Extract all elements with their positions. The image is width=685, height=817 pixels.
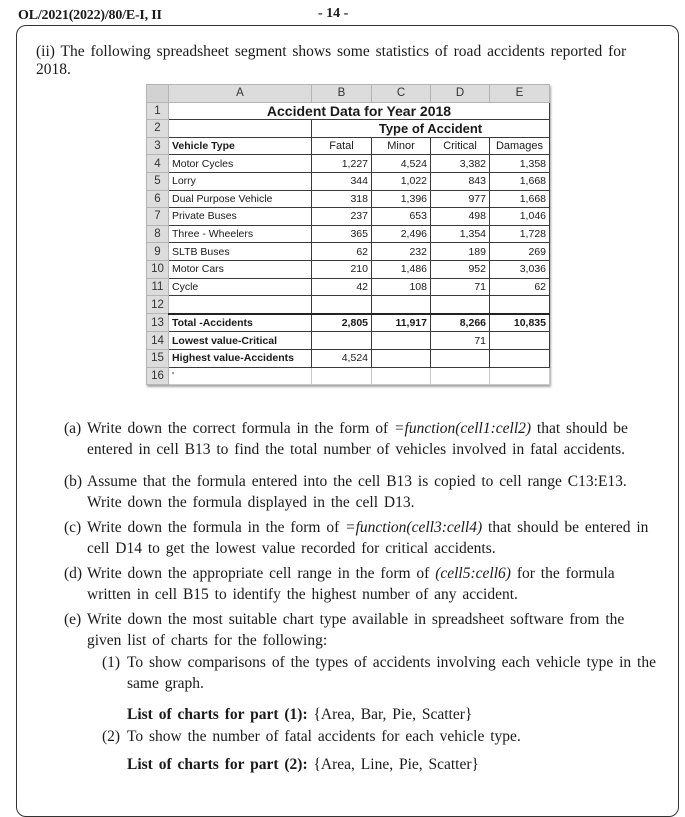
value-cell[interactable] <box>490 332 550 350</box>
question-d-form: (cell5:cell6) <box>435 565 511 582</box>
question-a-text-post: that should be entered in cell B13 to find the total number of vehicles involved in fatal accidents. <box>87 420 628 458</box>
value-cell[interactable]: 1,668 <box>490 190 550 208</box>
intro-label: (ii) <box>36 43 55 60</box>
column-header-e[interactable]: E <box>490 85 550 103</box>
column-header-row <box>147 85 550 103</box>
part-2-text: To show the number of fatal accidents for each vehicle type. <box>127 728 521 745</box>
sheet-title-cell[interactable]: Accident Data for Year 2018 <box>169 102 550 120</box>
value-cell[interactable]: 1,046 <box>490 208 550 226</box>
value-cell[interactable] <box>431 349 490 367</box>
value-cell[interactable]: 1,396 <box>372 190 431 208</box>
vehicle-type-cell[interactable] <box>169 296 312 314</box>
value-cell[interactable]: 108 <box>372 278 431 296</box>
question-d-text-pre: Write down the appropriate cell range in the form of <box>87 565 436 582</box>
sheet-row <box>147 296 550 314</box>
question-e <box>64 609 664 651</box>
value-cell[interactable]: 189 <box>431 243 490 261</box>
value-cell[interactable]: 1,227 <box>312 155 372 173</box>
question-e-part-1 <box>102 652 664 725</box>
question-d-text-post: for the formula written in cell B15 to identify the highest number of any accident. <box>87 565 615 603</box>
vehicle-type-cell[interactable]: Total -Accidents <box>169 314 312 332</box>
column-header-a[interactable]: A <box>169 85 312 103</box>
row-header[interactable]: 15 <box>147 349 169 367</box>
vehicle-type-cell[interactable]: Lorry <box>169 172 312 190</box>
sheet-row <box>147 172 550 190</box>
value-cell[interactable]: 3,036 <box>490 260 550 278</box>
row-header[interactable]: 13 <box>147 314 169 332</box>
value-cell[interactable]: 71 <box>431 278 490 296</box>
row-header[interactable]: 6 <box>147 190 169 208</box>
part-2-list-label: List of charts for part (2): <box>127 756 308 773</box>
part-2-list: {Area, Line, Pie, Scatter} <box>313 756 479 773</box>
row-header[interactable]: 1 <box>147 102 169 120</box>
value-cell[interactable]: 498 <box>431 208 490 226</box>
paper-code: OL/2021(2022)/80/E-I, II <box>18 8 162 23</box>
row-header[interactable]: 9 <box>147 243 169 261</box>
row-header[interactable]: 11 <box>147 278 169 296</box>
vehicle-type-cell[interactable]: Motor Cycles <box>169 155 312 173</box>
value-cell[interactable] <box>372 332 431 350</box>
sheet-subtitle-cell[interactable]: Type of Accident <box>312 120 550 138</box>
intro-text: The following spreadsheet segment shows some statistics of road accidents reported for 2018. <box>36 43 627 78</box>
vehicle-type-cell[interactable]: ' <box>169 367 312 385</box>
value-cell[interactable]: 318 <box>312 190 372 208</box>
value-cell[interactable]: 71 <box>431 332 490 350</box>
question-c-label: (c) <box>64 519 82 536</box>
value-cell[interactable] <box>431 367 490 385</box>
value-cell[interactable]: 1,728 <box>490 225 550 243</box>
question-d <box>64 563 664 605</box>
value-cell[interactable]: 977 <box>431 190 490 208</box>
row-header[interactable]: 5 <box>147 172 169 190</box>
sheet-header-row <box>147 137 550 155</box>
row-header[interactable]: 12 <box>147 296 169 314</box>
sheet-row <box>147 120 550 138</box>
value-cell[interactable]: 210 <box>312 260 372 278</box>
vehicle-type-cell[interactable]: Motor Cars <box>169 260 312 278</box>
value-cell[interactable]: 269 <box>490 243 550 261</box>
question-c <box>64 517 664 559</box>
row-header[interactable]: 16 <box>147 367 169 385</box>
value-cell[interactable]: 8,266 <box>431 314 490 332</box>
question-c-text-post: that should be entered in cell D14 to get the lowest value recorded for critical accidents. <box>87 519 649 557</box>
question-a-label: (a) <box>64 420 82 437</box>
question-c-form: =function(cell3:cell4) <box>345 519 483 536</box>
value-cell[interactable] <box>312 296 372 314</box>
sheet-row <box>147 243 550 261</box>
vehicle-type-cell[interactable]: Three - Wheelers <box>169 225 312 243</box>
sheet-row <box>147 190 550 208</box>
data-rows <box>147 155 550 385</box>
vehicle-type-cell[interactable]: Cycle <box>169 278 312 296</box>
page-number: - 14 - <box>318 6 349 21</box>
value-cell[interactable]: 42 <box>312 278 372 296</box>
part-1-label: (1) <box>102 654 121 671</box>
column-header-d[interactable]: D <box>431 85 490 103</box>
value-cell[interactable] <box>372 367 431 385</box>
value-cell[interactable]: 952 <box>431 260 490 278</box>
value-cell[interactable]: 2,805 <box>312 314 372 332</box>
value-cell[interactable]: 843 <box>431 172 490 190</box>
value-cell[interactable] <box>312 332 372 350</box>
value-cell[interactable]: 62 <box>490 278 550 296</box>
value-cell[interactable]: 237 <box>312 208 372 226</box>
intro-paragraph <box>36 43 666 79</box>
value-cell[interactable]: 232 <box>372 243 431 261</box>
value-cell[interactable] <box>490 349 550 367</box>
question-a-form: =function(cell1:cell2) <box>394 420 532 437</box>
question-e-text: Write down the most suitable chart type available in spreadsheet software from the given list of charts for the following: <box>87 611 625 649</box>
value-cell[interactable]: 653 <box>372 208 431 226</box>
sheet-cell[interactable] <box>169 120 312 138</box>
sheet-row <box>147 155 550 173</box>
sheet-row <box>147 260 550 278</box>
value-cell[interactable]: 1,354 <box>431 225 490 243</box>
vehicle-type-cell[interactable]: SLTB Buses <box>169 243 312 261</box>
value-cell[interactable]: 11,917 <box>372 314 431 332</box>
value-cell[interactable]: 1,486 <box>372 260 431 278</box>
row-header[interactable]: 2 <box>147 120 169 138</box>
spreadsheet <box>146 84 550 385</box>
value-cell[interactable] <box>372 296 431 314</box>
value-cell[interactable]: 4,524 <box>312 349 372 367</box>
value-cell[interactable]: 365 <box>312 225 372 243</box>
header-cell-critical[interactable]: Critical <box>431 137 490 155</box>
question-b <box>64 471 664 513</box>
vehicle-type-cell[interactable]: Private Buses <box>169 208 312 226</box>
value-cell[interactable]: 3,382 <box>431 155 490 173</box>
value-cell[interactable]: 4,524 <box>372 155 431 173</box>
value-cell[interactable]: 10,835 <box>490 314 550 332</box>
row-header[interactable]: 3 <box>147 137 169 155</box>
sheet-row <box>147 314 550 332</box>
value-cell[interactable]: 2,496 <box>372 225 431 243</box>
column-header-c[interactable]: C <box>372 85 431 103</box>
header-cell-damages[interactable]: Damages <box>490 137 550 155</box>
row-header[interactable]: 10 <box>147 260 169 278</box>
part-1-text: To show comparisons of the types of accidents involving each vehicle type in the same graph. <box>127 654 656 692</box>
header-cell-minor[interactable]: Minor <box>372 137 431 155</box>
part-1-list: {Area, Bar, Pie, Scatter} <box>313 706 473 723</box>
value-cell[interactable]: 62 <box>312 243 372 261</box>
value-cell[interactable] <box>490 296 550 314</box>
value-cell[interactable] <box>431 296 490 314</box>
question-a <box>64 418 664 460</box>
question-a-text-pre: Write down the correct formula in the form of <box>87 420 395 437</box>
header-cell-fatal[interactable]: Fatal <box>312 137 372 155</box>
sheet-row <box>147 349 550 367</box>
question-c-text-pre: Write down the formula in the form of <box>87 519 346 536</box>
question-e-label: (e) <box>64 611 82 628</box>
vehicle-type-cell[interactable]: Highest value-Accidents <box>169 349 312 367</box>
value-cell[interactable] <box>372 349 431 367</box>
select-all-corner[interactable] <box>147 85 169 103</box>
sheet-row <box>147 332 550 350</box>
question-b-text: Assume that the formula entered into the cell B13 is copied to cell range C13:E13. Write down the formula displayed in the cell D13. <box>87 473 627 511</box>
column-header-b[interactable]: B <box>312 85 372 103</box>
sheet-row <box>147 102 550 120</box>
value-cell[interactable]: 1,358 <box>490 155 550 173</box>
question-b-label: (b) <box>64 473 83 490</box>
value-cell[interactable] <box>490 367 550 385</box>
header-cell-vehicle-type[interactable]: Vehicle Type <box>169 137 312 155</box>
part-1-list-label: List of charts for part (1): <box>127 706 308 723</box>
row-header[interactable]: 7 <box>147 208 169 226</box>
row-header[interactable]: 4 <box>147 155 169 173</box>
row-header[interactable]: 14 <box>147 332 169 350</box>
row-header[interactable]: 8 <box>147 225 169 243</box>
vehicle-type-cell[interactable]: Dual Purpose Vehicle <box>169 190 312 208</box>
part-2-label: (2) <box>102 728 121 745</box>
question-d-label: (d) <box>64 565 83 582</box>
value-cell[interactable]: 344 <box>312 172 372 190</box>
sheet-row <box>147 208 550 226</box>
question-e-part-2 <box>102 726 664 775</box>
value-cell[interactable]: 1,022 <box>372 172 431 190</box>
value-cell[interactable] <box>312 367 372 385</box>
vehicle-type-cell[interactable]: Lowest value-Critical <box>169 332 312 350</box>
sheet-row <box>147 367 550 385</box>
sheet-row <box>147 278 550 296</box>
value-cell[interactable]: 1,668 <box>490 172 550 190</box>
sheet-row <box>147 225 550 243</box>
